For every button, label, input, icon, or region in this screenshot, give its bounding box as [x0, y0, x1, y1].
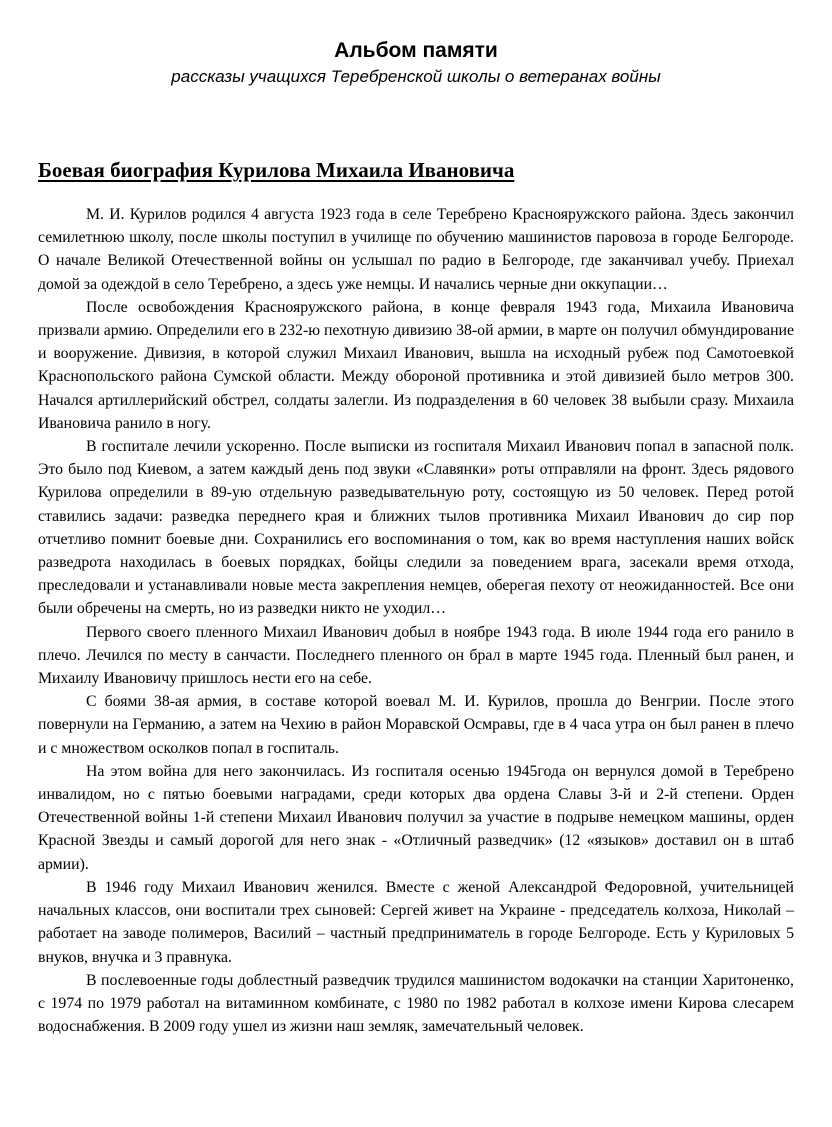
article-title: Боевая биография Курилова Михаила Ивановича: [38, 158, 515, 182]
paragraph-8: В послевоенные годы доблестный разведчик трудился машинистом водокачки на станции Харитоненко, с 1974 по 1979 работал на витаминном комбинате, с 1980 по 1982 работал в колхозе имени Кирова слесарем водоснабжения. В 2009 году ушел из жизни наш земляк, замечательный человек.: [38, 971, 794, 1036]
paragraph-6: На этом война для него закончилась. Из госпиталя осенью 1945года он вернулся домой в Теребрено инвалидом, но с пятью боевыми наградами, среди которых два ордена Славы 3-й и 2-й степени. Орден Отечественной войны 1-й степени Михаил Иванович получил за участие в подрыве немецком машины, орден Красной Звезды и самый дорогой для него знак - «Отличный разведчик» (12 «языков» доставил он в штаб армии).: [38, 762, 794, 873]
paragraph-2: После освобождения Краснояружского района, в конце февраля 1943 года, Михаила Ивановича призвали армию. Определили его в 232-ю пехотную дивизию 38-ой армии, в марте он получил обмундирование и вооружение. Дивизия, в которой служил Михаил Иванович, вышла на исходный рубеж под Самотоевкой Краснопольского района Сумской области. Между обороной противника и этой дивизией было метров 300. Начался артиллерийский обстрел, солдаты залегли. Из подразделения в 60 человек 38 выбыли сразу. Михаила Ивановича ранило в ногу.: [38, 298, 794, 432]
paragraph-4: Первого своего пленного Михаил Иванович добыл в ноябре 1943 года. В июле 1944 года его ранило в плечо. Лечился по месту в санчасти. Последнего пленного он брал в марте 1945 года. Пленный был ранен, и Михаилу Ивановичу пришлось нести его на себе.: [38, 623, 794, 688]
paragraph-5: С боями 38-ая армия, в составе которой воевал М. И. Курилов, прошла до Венгрии. После этого повернули на Германию, а затем на Чехию в район Моравской Осмравы, где в 4 часа утра он был ранен в плечо и с множеством осколков попал в госпиталь.: [38, 693, 794, 757]
paragraph-7: В 1946 году Михаил Иванович женился. Вместе с женой Александрой Федоровной, учительницей начальных классов, они воспитали трех сыновей: Сергей живет на Украине - председатель колхоза, Николай – работает на заводе полимеров, Василий – частный предприниматель в городе Белгороде. Есть у Куриловых 5 внуков, внучка и 3 правнука.: [38, 878, 794, 966]
article-body: [38, 203, 794, 1038]
paragraph-3: В госпитале лечили ускоренно. После выписки из госпиталя Михаил Иванович попал в запасной полк. Это было под Киевом, а затем каждый день под звуки «Славянки» роты отправляли на фронт. Здесь рядового Курилова определили в 89-ую отдельную разведывательную роту, состоящую из 50 человек. Перед ротой ставились задачи: разведка переднего края и ближних тылов противника Михаил Иванович до сир пор отчетливо помнит боевые дни. Сохранились его воспоминания о том, как во время наступления наших войск разведрота находилась в боевых порядках, бойцы следили за поведением врага, засекали время отхода, преследовали и устанавливали новые места закрепления немцев, оберегая пехоту от неожиданностей. Все они были обречены на смерть, но из разведки никто не уходил…: [38, 438, 794, 618]
album-subtitle: рассказы учащихся Теребренской школы о ветеранах войны: [171, 67, 661, 86]
paragraph-1: М. И. Курилов родился 4 августа 1923 года в селе Теребрено Краснояружского района. Здесь закончил семилетнюю школу, после школы поступил в училище по обучению машинистов паровоза в городе Белгороде. О начале Великой Отечественной войны он услышал по радио в Белгороде, где заканчивал учебу. Приехал домой за одеждой в село Теребрено, а здесь уже немцы. И начались черные дни оккупации…: [38, 206, 794, 293]
album-title: Альбом памяти: [334, 39, 498, 62]
